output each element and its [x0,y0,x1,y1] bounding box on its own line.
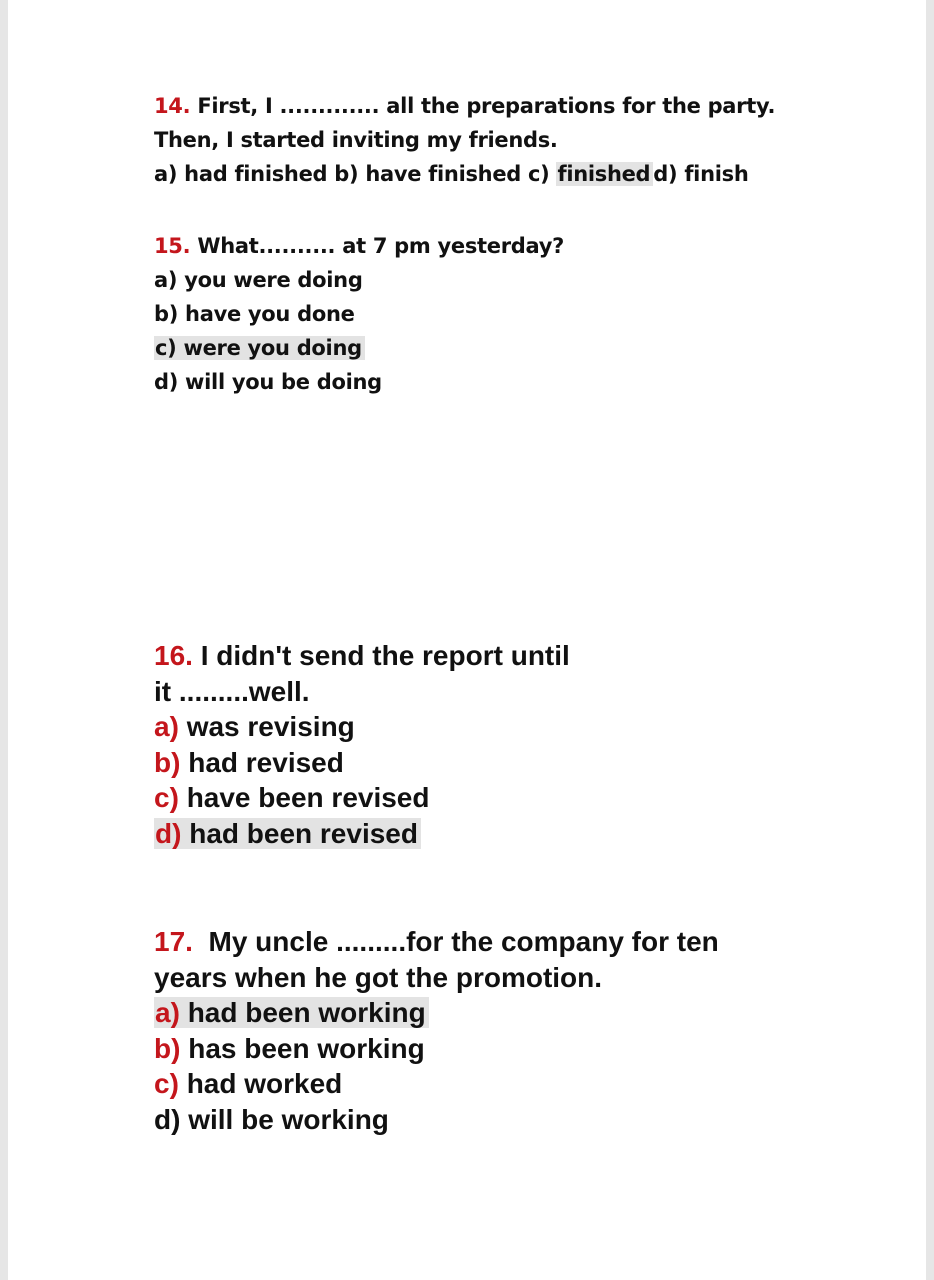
question-14-options [154,157,775,191]
option-a[interactable] [154,995,719,1031]
option-b[interactable] [154,297,564,331]
question-15-stem-line [154,229,564,263]
option-letter: d) [155,817,182,849]
question-stem: First, I ............. all the preparations for the party. [197,94,776,118]
option-letter: a) [154,268,178,292]
option-letter: d) [154,370,179,394]
option-letter: a) [154,711,179,742]
option-text: will you be doing [185,370,382,394]
option-text: were you doing [183,336,362,360]
question-16 [154,638,570,851]
option-c[interactable] [154,780,570,816]
option-c-highlighted[interactable]: finished [556,162,653,186]
option-letter: c) [154,1068,179,1099]
question-17 [154,924,719,1137]
question-14 [154,89,775,191]
question-number: 17. [154,926,193,957]
question-number: 14. [154,94,191,118]
option-c-letter[interactable]: c) [528,162,550,186]
question-17-line-2: years when he got the promotion. [154,961,603,993]
option-text: will be working [188,1103,389,1135]
question-17-line-1 [154,924,719,960]
option-text: has been working [188,1032,425,1064]
option-a-highlighted [154,997,429,1028]
option-text: you were doing [184,268,363,292]
option-b[interactable] [154,745,570,781]
option-letter: d) [154,1103,181,1135]
question-15 [154,229,564,399]
option-text: have been revised [186,782,430,813]
option-b[interactable]: b) have finished [334,162,521,186]
option-text: had revised [188,746,344,778]
question-number: 15. [154,234,191,258]
question-14-line-1 [154,89,775,123]
option-a[interactable]: a) had finished [154,162,328,186]
option-text: had been working [187,997,426,1028]
question-number: 16. [154,640,193,671]
option-d-highlighted [154,818,421,849]
question-16-line-1 [154,638,570,674]
question-16-line-2: it .........well. [154,675,310,707]
option-letter: c) [154,782,179,813]
option-a[interactable] [154,709,570,745]
option-c[interactable] [154,1066,719,1102]
option-text: had been revised [189,817,418,849]
option-text: had worked [186,1068,343,1099]
option-b[interactable] [154,1031,719,1067]
option-text: have you done [185,302,355,326]
option-d[interactable] [154,816,570,852]
option-d[interactable]: d) finish [653,162,749,186]
document-page [8,0,926,1280]
option-c-highlighted [154,336,365,360]
question-stem: What.......... at 7 pm yesterday? [197,234,565,258]
question-14-line-2: Then, I started inviting my friends. [154,128,558,152]
question-stem: My uncle .........for the company for ten [208,926,719,957]
option-a[interactable] [154,263,564,297]
option-d[interactable] [154,365,564,399]
option-letter: b) [154,302,179,326]
option-text: was revising [186,711,355,742]
option-letter: b) [154,746,181,778]
option-d[interactable] [154,1102,719,1138]
question-stem: I didn't send the report until [200,640,570,671]
option-letter: b) [154,1032,181,1064]
option-c[interactable] [154,331,564,365]
option-letter: c) [155,336,177,360]
option-letter: a) [155,997,180,1028]
